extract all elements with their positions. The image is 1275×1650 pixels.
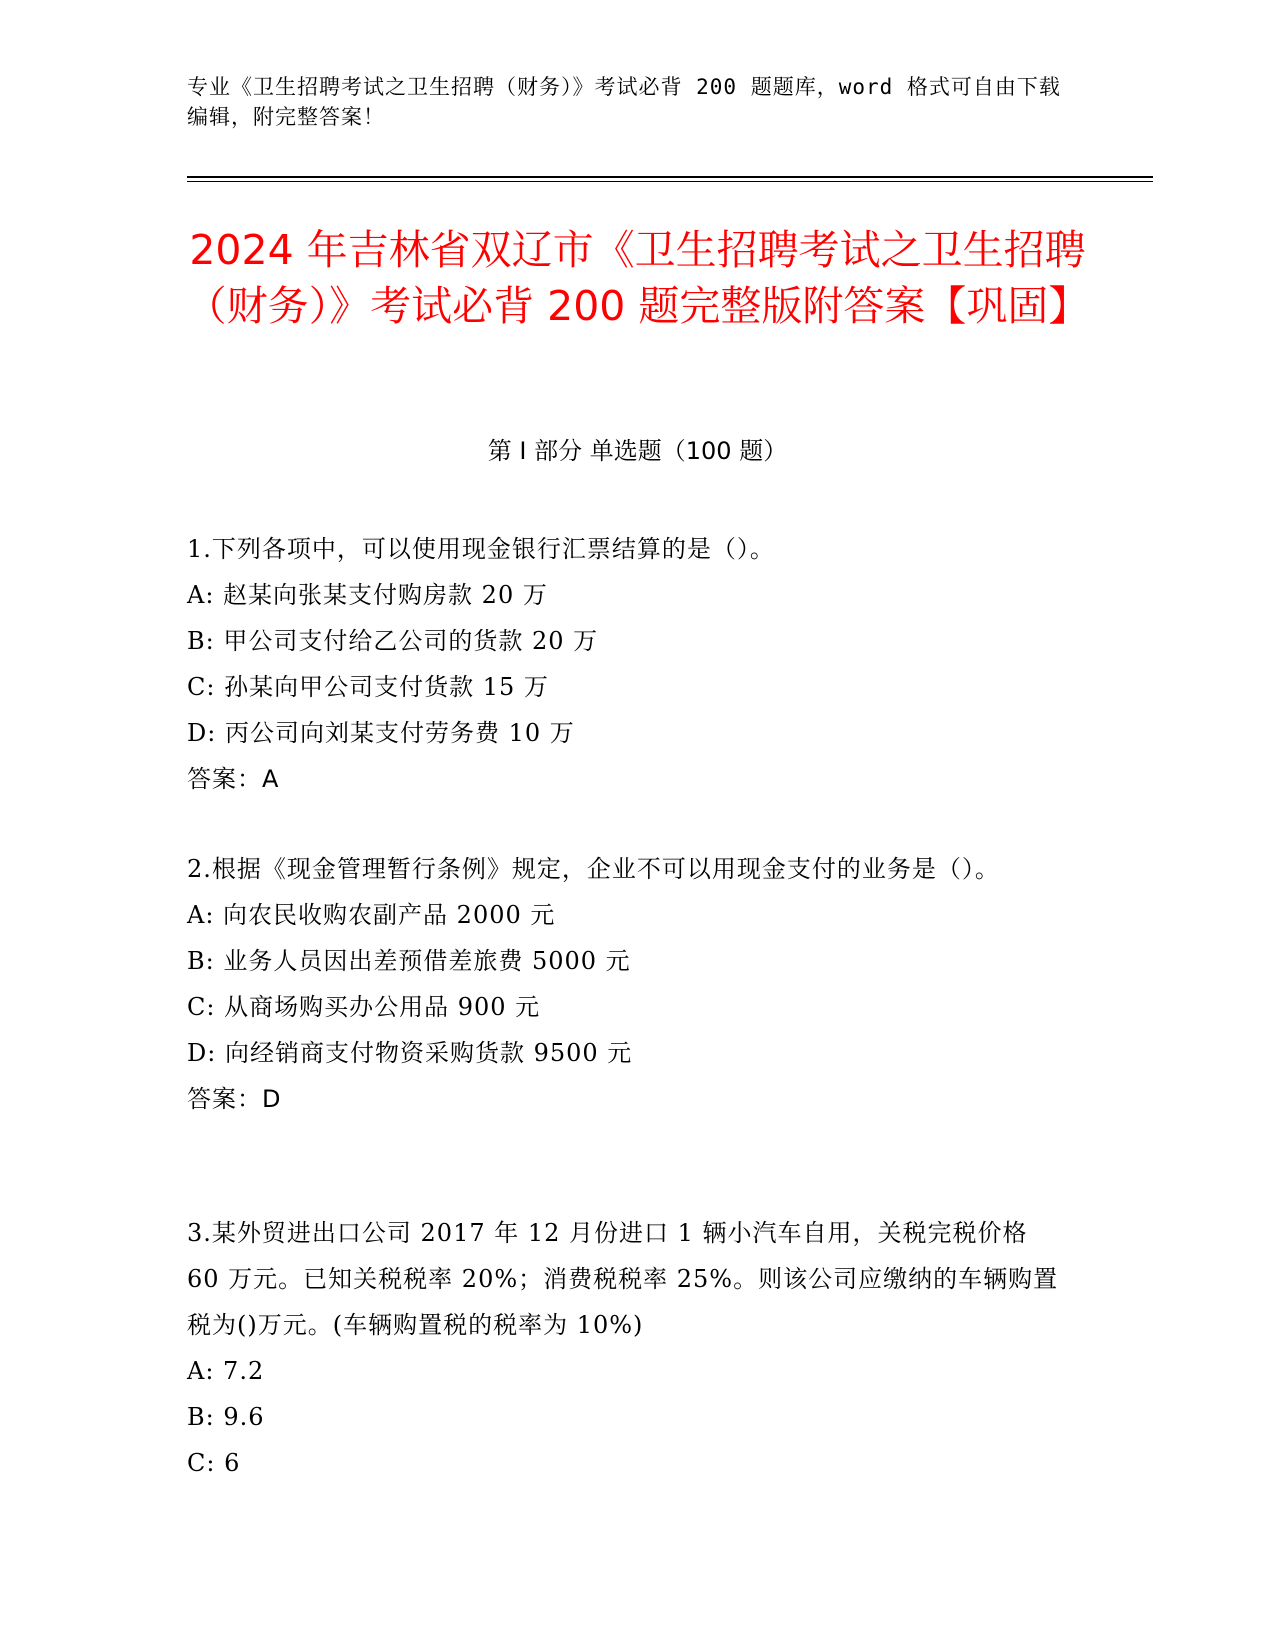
answer: 答案：A bbox=[187, 765, 280, 793]
option-d: D: 向经销商支付物资采购货款 9500 元 bbox=[187, 1039, 633, 1067]
header-divider bbox=[187, 176, 1153, 178]
option-c: C: 孙某向甲公司支付货款 15 万 bbox=[187, 673, 549, 701]
option-d: D: 丙公司向刘某支付劳务费 10 万 bbox=[187, 719, 575, 747]
option-b: B: 甲公司支付给乙公司的货款 20 万 bbox=[187, 627, 599, 655]
question-stem: 3.某外贸进出口公司 2017 年 12 月份进口 1 辆小汽车自用，关税完税价格 60 万元。已知关税税率 20%；消费税税率 25%。则该公司应缴纳的车辆购置税为()万元。(车辆购置税的税率为 10%) bbox=[187, 1219, 1059, 1339]
question-stem: 2.根据《现金管理暂行条例》规定，企业不可以用现金支付的业务是（）。 bbox=[187, 855, 1000, 883]
option-a: A: 赵某向张某支付购房款 20 万 bbox=[187, 581, 548, 609]
option-c: C: 从商场购买办公用品 900 元 bbox=[187, 993, 541, 1021]
option-a: A: 7.2 bbox=[187, 1357, 265, 1385]
question-2 bbox=[187, 846, 1067, 1122]
header-divider-thin bbox=[187, 181, 1153, 182]
section-title: 第 I 部分 单选题（100 题） bbox=[487, 437, 788, 465]
question-stem: 1.下列各项中，可以使用现金银行汇票结算的是（）。 bbox=[187, 535, 775, 563]
document-title: 2024 年吉林省双辽市《卫生招聘考试之卫生招聘（财务）》考试必背 200 题完整版附答案【巩固】 bbox=[185, 226, 1090, 330]
answer: 答案：D bbox=[187, 1085, 282, 1113]
option-b: B: 9.6 bbox=[187, 1403, 265, 1431]
header-note: 专业《卫生招聘考试之卫生招聘（财务）》考试必背 200 题题库，word 格式可自由下载编辑，附完整答案！ bbox=[187, 75, 1061, 129]
option-b: B: 业务人员因出差预借差旅费 5000 元 bbox=[187, 947, 631, 975]
option-c: C: 6 bbox=[187, 1449, 241, 1477]
question-3 bbox=[187, 1210, 1067, 1486]
option-a: A: 向农民收购农副产品 2000 元 bbox=[187, 901, 556, 929]
question-1 bbox=[187, 526, 1067, 802]
